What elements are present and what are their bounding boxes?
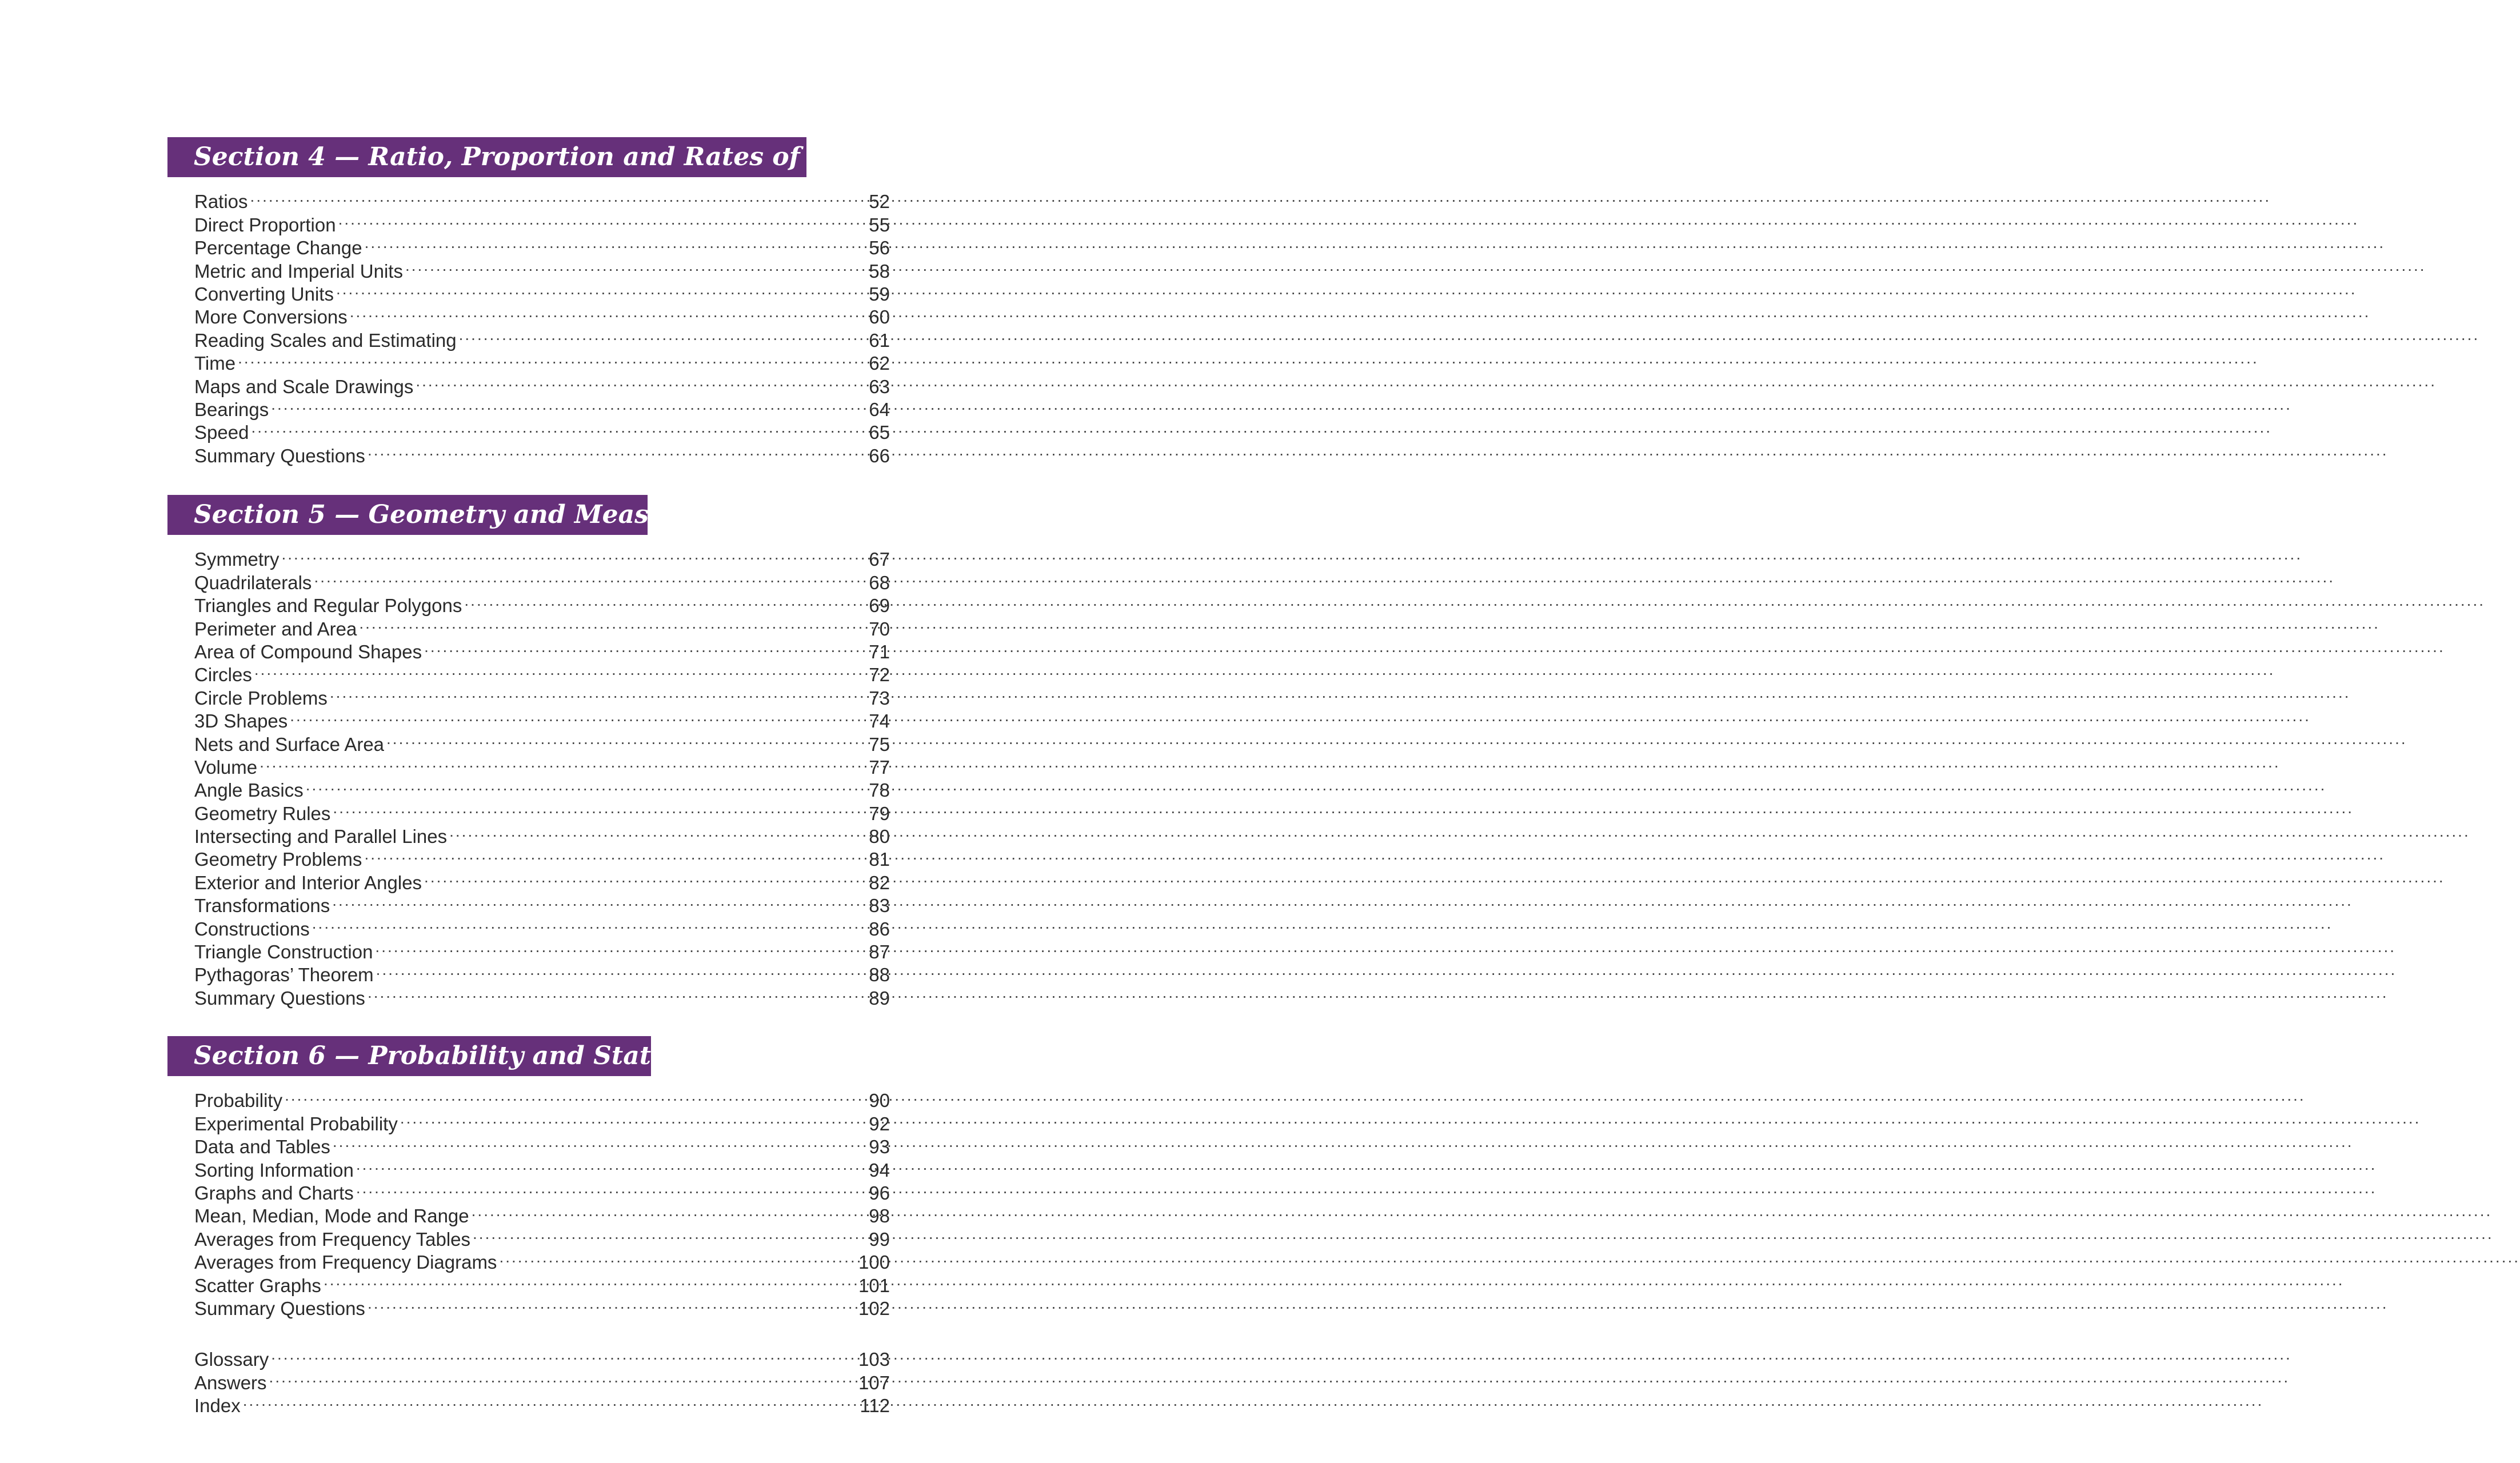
toc-entry-page: 70 (869, 618, 890, 639)
dot-leader (238, 347, 866, 370)
dot-leader (386, 727, 866, 750)
dot-leader (243, 1389, 858, 1412)
toc-entry[interactable] (194, 416, 890, 443)
toc-entry-title: Speed (194, 422, 249, 443)
dot-leader (290, 705, 866, 727)
dot-leader (365, 231, 867, 254)
toc-entry-title: Area of Compound Shapes (194, 641, 422, 662)
toc-entry-title: Summary Questions (194, 1297, 365, 1319)
dot-leader (472, 1200, 867, 1222)
toc-entry-page: 74 (869, 710, 890, 732)
dot-leader (336, 278, 866, 301)
toc-entry-title: Answers (194, 1372, 267, 1393)
toc-entry-title: Intersecting and Parallel Lines (194, 826, 448, 848)
section-6 (167, 1036, 890, 1319)
toc-entry-title: Probability (194, 1090, 283, 1112)
toc-entry-page: 87 (869, 941, 890, 963)
toc-entry-page: 60 (869, 306, 890, 328)
dot-leader (330, 681, 866, 704)
dot-leader (333, 797, 866, 820)
toc-entry-page: 101 (858, 1274, 890, 1296)
toc-entry-page: 68 (869, 571, 890, 593)
section-4-header: Section 4 — Ratio, Proportion and Rates of Change (167, 137, 806, 177)
toc-entry-title: Geometry Rules (194, 802, 331, 824)
toc-entry-title: Constructions (194, 918, 310, 940)
dot-leader (250, 185, 867, 208)
dot-leader (333, 1130, 866, 1153)
toc-entry-page: 56 (869, 237, 890, 259)
dot-leader (499, 1246, 856, 1269)
toc-entry-title: Maps and Scale Drawings (194, 375, 414, 397)
toc-entry-title: Exterior and Interior Angles (194, 872, 422, 893)
toc-entry-page: 99 (869, 1228, 890, 1250)
toc-entry[interactable] (194, 1084, 890, 1112)
dot-leader (350, 301, 867, 323)
toc-entry-page: 59 (869, 283, 890, 305)
toc-entry[interactable] (194, 751, 890, 778)
dot-leader (254, 658, 866, 681)
toc-entry-page: 61 (869, 329, 890, 351)
toc-entry-page: 69 (869, 595, 890, 617)
toc-entry-title: 3D Shapes (194, 710, 288, 732)
toc-entry[interactable] (194, 543, 890, 570)
toc-entry-page: 58 (869, 260, 890, 282)
toc-entry-page: 55 (869, 214, 890, 235)
toc-entry-page: 112 (860, 1395, 890, 1417)
toc-entry[interactable] (194, 1389, 890, 1417)
toc-entry[interactable] (194, 774, 890, 801)
toc-entry-page: 98 (869, 1205, 890, 1227)
toc-entry-title: Sorting Information (194, 1159, 354, 1181)
toc-entry-title: Converting Units (194, 283, 334, 305)
toc-entry-title: Bearings (194, 398, 269, 420)
toc-entry-title: Experimental Probability (194, 1113, 398, 1134)
section-5 (167, 495, 890, 1009)
dot-leader (282, 543, 867, 566)
toc-entry-page: 89 (869, 987, 890, 1009)
dot-leader (259, 751, 866, 774)
dot-leader (314, 566, 866, 589)
toc-entry-title: Volume (194, 756, 258, 778)
toc-entry-title: Index (194, 1395, 241, 1417)
toc-entry[interactable] (194, 705, 890, 732)
dot-leader (368, 1292, 856, 1315)
toc-entry[interactable] (194, 185, 890, 213)
dot-leader (338, 208, 867, 231)
toc-entry-title: Ratios (194, 191, 248, 213)
toc-entry-page: 65 (869, 422, 890, 443)
toc-entry-page: 52 (869, 191, 890, 213)
toc-entry-title: Angle Basics (194, 780, 303, 801)
toc-entry-page: 83 (869, 895, 890, 917)
toc-entry[interactable] (194, 727, 890, 755)
dot-leader (376, 958, 867, 981)
toc-entry-title: Glossary (194, 1349, 269, 1370)
toc-entry-page: 78 (869, 780, 890, 801)
toc-entry[interactable] (194, 1107, 890, 1134)
toc-entry-page: 64 (869, 398, 890, 420)
toc-entry[interactable] (194, 208, 890, 235)
dot-leader (368, 981, 866, 1004)
toc-entry-title: Metric and Imperial Units (194, 260, 403, 282)
dot-leader (306, 774, 867, 797)
dot-leader (324, 1269, 856, 1292)
toc-entry-title: Time (194, 353, 236, 374)
dot-leader (356, 1177, 866, 1200)
toc-entry-title: Scatter Graphs (194, 1274, 321, 1296)
toc-entry-page: 77 (869, 756, 890, 778)
section-6-header: Section 6 — Probability and Statistics (167, 1036, 651, 1076)
toc-entry-title: Transformations (194, 895, 330, 917)
toc-entry-page: 62 (869, 353, 890, 374)
toc-entry-page: 66 (869, 445, 890, 466)
dot-leader (364, 843, 866, 866)
toc-entry-page: 79 (869, 802, 890, 824)
dot-leader (449, 820, 866, 843)
dot-leader (459, 323, 867, 346)
dot-leader (416, 370, 866, 393)
dot-leader (359, 612, 866, 635)
section-5-header: Section 5 — Geometry and Measures (167, 495, 648, 535)
dot-leader (424, 635, 866, 658)
toc-entry-title: Geometry Problems (194, 849, 362, 870)
toc-entry-title: Circles (194, 664, 252, 686)
dot-leader (405, 254, 866, 277)
toc-entry-page: 82 (869, 872, 890, 893)
toc-entry-page: 103 (858, 1349, 890, 1370)
toc-entry-page: 71 (869, 641, 890, 662)
toc-entry-title: Triangle Construction (194, 941, 373, 963)
dot-leader (285, 1084, 866, 1107)
dot-leader (312, 912, 867, 935)
toc-entry-page: 102 (858, 1297, 890, 1319)
dot-leader (424, 866, 866, 889)
toc-entry-page: 88 (869, 964, 890, 986)
section-6-list (194, 1084, 890, 1319)
toc-entry-page: 94 (869, 1159, 890, 1181)
toc-entry-title: More Conversions (194, 306, 348, 328)
dot-leader (271, 1343, 856, 1366)
dot-leader (368, 439, 866, 462)
toc-entry-title: Quadrilaterals (194, 571, 312, 593)
toc-entry[interactable] (194, 347, 890, 374)
dot-leader (251, 416, 866, 439)
toc-entry-page: 73 (869, 687, 890, 709)
section-4-list (194, 185, 890, 466)
toc-entry-page: 63 (869, 375, 890, 397)
dot-leader (271, 393, 866, 416)
toc-entry-title: Percentage Change (194, 237, 362, 259)
dot-leader (464, 589, 866, 612)
back-matter-list (194, 1343, 890, 1417)
dot-leader (356, 1153, 866, 1176)
toc-entry-title: Summary Questions (194, 987, 365, 1009)
toc-entry-page: 100 (858, 1252, 890, 1273)
toc-entry-page: 90 (869, 1090, 890, 1112)
toc-entry-page: 93 (869, 1136, 890, 1158)
toc-entry-title: Averages from Frequency Tables (194, 1228, 471, 1250)
toc-entry-title: Reading Scales and Estimating (194, 329, 457, 351)
toc-entry-page: 96 (869, 1182, 890, 1204)
dot-leader (269, 1366, 856, 1389)
toc-entry-page: 81 (869, 849, 890, 870)
toc-entry-title: Direct Proportion (194, 214, 336, 235)
toc-entry-title: Mean, Median, Mode and Range (194, 1205, 469, 1227)
toc-entry-page: 75 (869, 733, 890, 755)
toc-entry[interactable] (194, 393, 890, 420)
toc-entry-page: 107 (858, 1372, 890, 1393)
toc-entry[interactable] (194, 370, 890, 397)
toc-entry-title: Averages from Frequency Diagrams (194, 1252, 497, 1273)
toc-entry[interactable] (194, 439, 890, 466)
toc-entry-page: 67 (869, 549, 890, 570)
section-5-list (194, 543, 890, 1009)
toc-entry-title: Perimeter and Area (194, 618, 357, 639)
toc-entry-title: Pythagoras’ Theorem (194, 964, 374, 986)
toc-entry-page: 86 (869, 918, 890, 940)
toc-entry-title: Triangles and Regular Polygons (194, 595, 462, 617)
toc-entry[interactable] (194, 658, 890, 686)
dot-leader (332, 889, 866, 912)
toc-entry-page: 92 (869, 1113, 890, 1134)
toc-entry-title: Nets and Surface Area (194, 733, 385, 755)
dot-leader (473, 1222, 866, 1245)
dot-leader (375, 936, 866, 958)
toc-entry-title: Data and Tables (194, 1136, 330, 1158)
toc-entry[interactable] (194, 681, 890, 709)
toc-entry-title: Summary Questions (194, 445, 365, 466)
dot-leader (400, 1107, 866, 1130)
toc-entry[interactable] (194, 566, 890, 593)
toc-entry-title: Circle Problems (194, 687, 328, 709)
toc-entry-page: 72 (869, 664, 890, 686)
toc-entry-page: 80 (869, 826, 890, 848)
toc-entry-title: Graphs and Charts (194, 1182, 354, 1204)
section-4 (167, 137, 916, 466)
toc-entry[interactable] (194, 1366, 890, 1393)
toc-entry-title: Symmetry (194, 549, 279, 570)
toc-entry[interactable] (194, 1343, 890, 1370)
